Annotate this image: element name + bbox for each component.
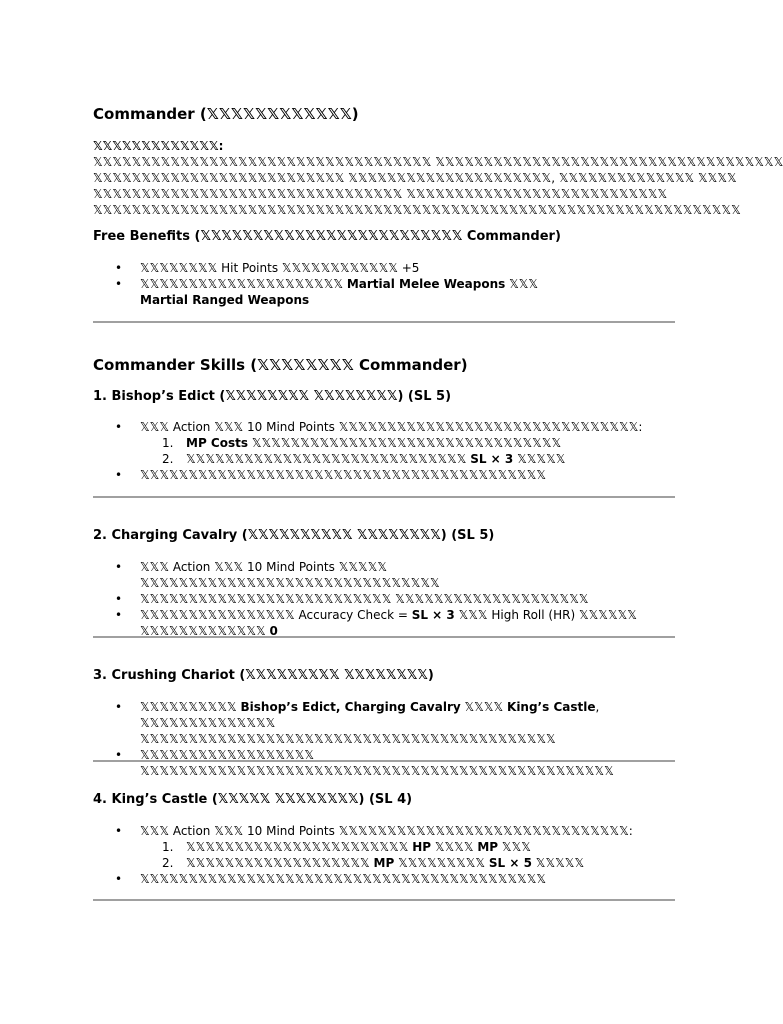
skill-text: 𝕏𝕏𝕏 Action 𝕏𝕏𝕏 10 Mind Points 𝕏𝕏𝕏𝕏𝕏𝕏𝕏𝕏𝕏𝕏𝕏𝕏𝕏𝕏𝕏𝕏𝕏𝕏𝕏𝕏𝕏𝕏𝕏𝕏𝕏𝕏𝕏𝕏𝕏𝕏𝕏: [140,420,643,434]
skill-1-sublist [93,435,675,467]
list-item [93,276,675,308]
skill-text: 𝕏𝕏𝕏𝕏𝕏𝕏𝕏𝕏𝕏𝕏𝕏𝕏𝕏𝕏𝕏𝕏𝕏𝕏𝕏𝕏𝕏𝕏𝕏𝕏𝕏𝕏𝕏𝕏𝕏 [186,452,471,466]
skill-text: 𝕏𝕏𝕏𝕏𝕏𝕏𝕏𝕏𝕏𝕏𝕏𝕏𝕏𝕏𝕏𝕏 Accuracy Check = [140,608,412,622]
divider [93,321,675,323]
intro-line-3: 𝕏𝕏𝕏𝕏𝕏𝕏𝕏𝕏𝕏𝕏𝕏𝕏𝕏𝕏𝕏𝕏𝕏𝕏𝕏𝕏𝕏𝕏𝕏𝕏𝕏𝕏𝕏𝕏𝕏𝕏𝕏𝕏 𝕏𝕏𝕏𝕏𝕏𝕏𝕏𝕏𝕏𝕏𝕏𝕏𝕏𝕏𝕏𝕏𝕏𝕏𝕏𝕏𝕏𝕏𝕏𝕏𝕏𝕏𝕏 [93,187,668,201]
list-item [93,591,675,607]
skill-text: 𝕏𝕏𝕏𝕏 [460,700,508,714]
list-item [93,699,675,747]
skill-text: 𝕏𝕏𝕏𝕏𝕏 [513,452,566,466]
skill-bold: HP [412,840,432,854]
list-item [93,607,675,639]
list-item [93,419,675,467]
divider [93,760,675,762]
skill-bold: King’s Castle [507,700,596,714]
benefit-text: 𝕏𝕏𝕏 [505,277,539,291]
divider [93,899,675,901]
skill-text: 𝕏𝕏𝕏 Action 𝕏𝕏𝕏 10 Mind Points 𝕏𝕏𝕏𝕏𝕏 𝕏𝕏𝕏𝕏𝕏𝕏𝕏𝕏𝕏𝕏𝕏𝕏𝕏𝕏𝕏𝕏𝕏𝕏𝕏𝕏𝕏𝕏𝕏𝕏𝕏𝕏𝕏𝕏𝕏𝕏𝕏 [140,560,440,590]
skill-text: 𝕏𝕏𝕏𝕏𝕏𝕏𝕏𝕏𝕏 [394,856,489,870]
skill-text: 𝕏𝕏𝕏𝕏𝕏𝕏𝕏𝕏𝕏𝕏𝕏𝕏𝕏 [140,624,270,638]
skill-text: 𝕏𝕏𝕏 [498,840,531,854]
skill-text: 𝕏𝕏𝕏𝕏𝕏𝕏𝕏𝕏𝕏𝕏𝕏𝕏𝕏𝕏𝕏𝕏𝕏𝕏𝕏 [186,856,374,870]
list-item [93,855,675,871]
skill-text: 𝕏𝕏𝕏 Action 𝕏𝕏𝕏 10 Mind Points 𝕏𝕏𝕏𝕏𝕏𝕏𝕏𝕏𝕏𝕏𝕏𝕏𝕏𝕏𝕏𝕏𝕏𝕏𝕏𝕏𝕏𝕏𝕏𝕏𝕏𝕏𝕏𝕏𝕏𝕏: [140,824,633,838]
benefit-text: 𝕏𝕏𝕏𝕏𝕏𝕏𝕏𝕏𝕏𝕏𝕏𝕏𝕏𝕏𝕏𝕏𝕏𝕏𝕏𝕏𝕏 [140,277,347,291]
intro-line-2: 𝕏𝕏𝕏𝕏𝕏𝕏𝕏𝕏𝕏𝕏𝕏𝕏𝕏𝕏𝕏𝕏𝕏𝕏𝕏𝕏𝕏𝕏𝕏𝕏𝕏𝕏 𝕏𝕏𝕏𝕏𝕏𝕏𝕏𝕏𝕏𝕏𝕏𝕏𝕏𝕏𝕏𝕏𝕏𝕏𝕏𝕏𝕏, 𝕏𝕏𝕏𝕏𝕏𝕏𝕏𝕏𝕏𝕏𝕏𝕏𝕏𝕏 𝕏𝕏𝕏𝕏 [93,171,737,185]
skill-text: 𝕏𝕏𝕏𝕏𝕏𝕏𝕏𝕏𝕏𝕏𝕏𝕏𝕏𝕏𝕏𝕏𝕏𝕏𝕏𝕏𝕏𝕏𝕏𝕏𝕏𝕏𝕏𝕏𝕏𝕏𝕏𝕏𝕏𝕏𝕏𝕏𝕏𝕏𝕏𝕏𝕏𝕏 [140,872,547,886]
item-number: 1. [162,436,174,450]
skill-4-list [93,823,675,887]
skill-text: 𝕏𝕏𝕏𝕏𝕏𝕏𝕏𝕏𝕏𝕏𝕏𝕏𝕏𝕏𝕏𝕏𝕏𝕏𝕏𝕏𝕏𝕏𝕏 [186,840,413,854]
skill-4-sublist [93,839,675,871]
intro-line-4: 𝕏𝕏𝕏𝕏𝕏𝕏𝕏𝕏𝕏𝕏𝕏𝕏𝕏𝕏𝕏𝕏𝕏𝕏𝕏𝕏𝕏𝕏𝕏𝕏𝕏𝕏𝕏𝕏𝕏𝕏𝕏𝕏𝕏𝕏𝕏𝕏𝕏𝕏𝕏𝕏𝕏𝕏𝕏𝕏𝕏𝕏𝕏𝕏𝕏𝕏𝕏𝕏𝕏𝕏𝕏𝕏𝕏𝕏𝕏𝕏𝕏𝕏𝕏𝕏𝕏𝕏𝕏 [93,203,741,217]
skill-text: 𝕏𝕏𝕏𝕏𝕏𝕏𝕏𝕏𝕏𝕏𝕏𝕏𝕏𝕏𝕏𝕏𝕏𝕏𝕏𝕏𝕏𝕏𝕏𝕏𝕏𝕏𝕏𝕏𝕏𝕏𝕏𝕏 [248,436,562,450]
skill-text: 𝕏𝕏𝕏𝕏𝕏𝕏𝕏𝕏𝕏𝕏𝕏𝕏𝕏𝕏𝕏𝕏𝕏𝕏𝕏𝕏𝕏𝕏𝕏𝕏𝕏𝕏 𝕏𝕏𝕏𝕏𝕏𝕏𝕏𝕏𝕏𝕏𝕏𝕏𝕏𝕏𝕏𝕏𝕏𝕏𝕏𝕏 [140,592,589,606]
skill-heading-kings-castle: 4. King’s Castle (𝕏𝕏𝕏𝕏𝕏 𝕏𝕏𝕏𝕏𝕏𝕏𝕏𝕏) (SL 4) [93,792,413,807]
skill-text: 𝕏𝕏𝕏𝕏𝕏 [531,856,585,870]
skill-heading-crushing-chariot: 3. Crushing Chariot (𝕏𝕏𝕏𝕏𝕏𝕏𝕏𝕏𝕏 𝕏𝕏𝕏𝕏𝕏𝕏𝕏𝕏) [93,668,434,683]
skill-1-list [93,419,675,483]
skill-text: 𝕏𝕏𝕏𝕏𝕏𝕏𝕏𝕏𝕏𝕏𝕏𝕏𝕏𝕏𝕏𝕏𝕏𝕏𝕏𝕏𝕏𝕏𝕏𝕏𝕏𝕏𝕏𝕏𝕏𝕏𝕏𝕏𝕏𝕏𝕏𝕏𝕏𝕏𝕏𝕏𝕏𝕏 [140,468,547,482]
intro-line-1: 𝕏𝕏𝕏𝕏𝕏𝕏𝕏𝕏𝕏𝕏𝕏𝕏𝕏𝕏𝕏𝕏𝕏𝕏𝕏𝕏𝕏𝕏𝕏𝕏𝕏𝕏𝕏𝕏𝕏𝕏𝕏𝕏𝕏𝕏𝕏 𝕏𝕏𝕏𝕏𝕏𝕏𝕏𝕏𝕏𝕏𝕏𝕏𝕏𝕏𝕏𝕏𝕏𝕏𝕏𝕏𝕏𝕏𝕏𝕏𝕏𝕏𝕏𝕏𝕏𝕏𝕏𝕏𝕏𝕏𝕏𝕏 [93,155,783,169]
skill-bold: SL × 3 [470,452,514,466]
skill-3-list [93,699,675,779]
skill-heading-charging-cavalry: 2. Charging Cavalry (𝕏𝕏𝕏𝕏𝕏𝕏𝕏𝕏𝕏𝕏 𝕏𝕏𝕏𝕏𝕏𝕏𝕏𝕏) (SL 5) [93,528,495,543]
item-number: 2. [162,452,174,466]
skill-bold: MP Costs [186,436,248,450]
page-title: Commander (𝕏𝕏𝕏𝕏𝕏𝕏𝕏𝕏𝕏𝕏𝕏𝕏) [93,105,359,123]
intro-paragraph [93,138,783,218]
list-item [93,871,675,887]
skill-2-list [93,559,675,639]
skill-text: , [595,700,600,714]
list-item [93,260,675,276]
benefit-text: 𝕏𝕏𝕏𝕏𝕏𝕏𝕏𝕏 Hit Points 𝕏𝕏𝕏𝕏𝕏𝕏𝕏𝕏𝕏𝕏𝕏𝕏 +5 [140,261,420,275]
list-item [93,823,675,871]
list-item [93,747,675,779]
skill-bold: SL × 3 [411,608,455,622]
free-benefits-heading: Free Benefits (𝕏𝕏𝕏𝕏𝕏𝕏𝕏𝕏𝕏𝕏𝕏𝕏𝕏𝕏𝕏𝕏𝕏𝕏𝕏𝕏𝕏𝕏𝕏𝕏𝕏 Commander) [93,229,561,244]
list-item [93,559,675,591]
list-item [93,435,675,451]
skill-bold: Bishop’s Edict, Charging Cavalry [240,700,461,714]
skill-text: 𝕏𝕏𝕏𝕏𝕏𝕏𝕏𝕏𝕏𝕏 [140,700,241,714]
skill-text: 𝕏𝕏𝕏𝕏𝕏𝕏𝕏𝕏𝕏𝕏𝕏𝕏𝕏𝕏𝕏𝕏𝕏𝕏 𝕏𝕏𝕏𝕏𝕏𝕏𝕏𝕏𝕏𝕏𝕏𝕏𝕏𝕏𝕏𝕏𝕏𝕏𝕏𝕏𝕏𝕏𝕏𝕏𝕏𝕏𝕏𝕏𝕏𝕏𝕏𝕏𝕏𝕏𝕏𝕏𝕏𝕏𝕏𝕏𝕏𝕏𝕏𝕏𝕏𝕏𝕏𝕏𝕏 [140,748,614,778]
free-benefits-list [93,260,675,308]
skill-bold: MP [477,840,499,854]
skill-heading-bishops-edict: 1. Bishop’s Edict (𝕏𝕏𝕏𝕏𝕏𝕏𝕏𝕏 𝕏𝕏𝕏𝕏𝕏𝕏𝕏𝕏) (SL 5) [93,389,452,404]
skill-text: 𝕏𝕏𝕏 High Roll (HR) 𝕏𝕏𝕏𝕏𝕏𝕏 [454,608,637,622]
skills-heading: Commander Skills (𝕏𝕏𝕏𝕏𝕏𝕏𝕏𝕏 Commander) [93,356,468,374]
skill-bold: SL × 5 [488,856,532,870]
divider [93,636,675,638]
list-item [93,839,675,855]
item-number: 2. [162,856,174,870]
list-item [93,451,675,467]
list-item [93,467,675,483]
skill-text: 𝕏𝕏𝕏𝕏 [431,840,478,854]
intro-label: 𝕏𝕏𝕏𝕏𝕏𝕏𝕏𝕏𝕏𝕏𝕏𝕏𝕏: [93,139,224,153]
skill-bold: MP [373,856,395,870]
benefit-bold: Martial Melee Weapons [346,277,506,291]
item-number: 1. [162,840,174,854]
divider [93,496,675,498]
benefit-bold: Martial Ranged Weapons [140,293,310,307]
skill-bold: 0 [269,624,278,638]
skill-text: 𝕏𝕏𝕏𝕏𝕏𝕏𝕏𝕏𝕏𝕏𝕏𝕏𝕏𝕏 𝕏𝕏𝕏𝕏𝕏𝕏𝕏𝕏𝕏𝕏𝕏𝕏𝕏𝕏𝕏𝕏𝕏𝕏𝕏𝕏𝕏𝕏𝕏𝕏𝕏𝕏𝕏𝕏𝕏𝕏𝕏𝕏𝕏𝕏𝕏𝕏𝕏𝕏𝕏𝕏𝕏𝕏𝕏 [140,716,556,746]
